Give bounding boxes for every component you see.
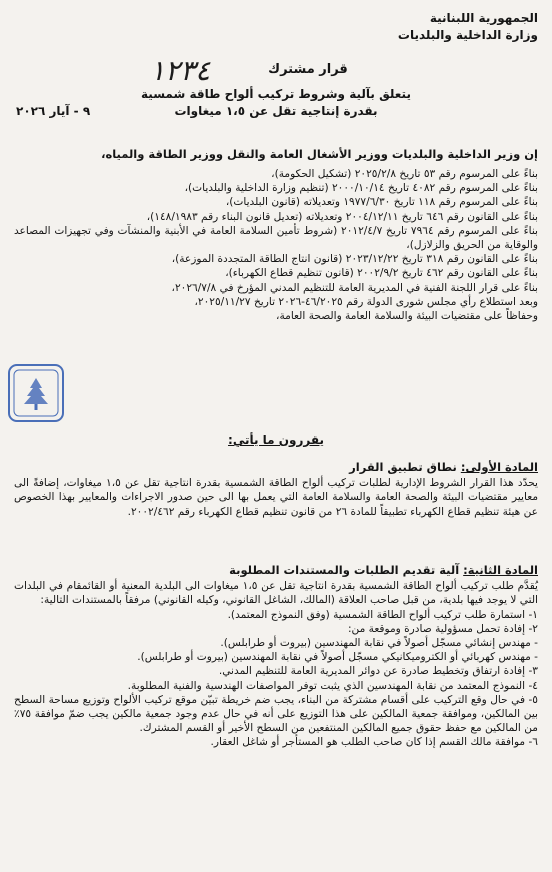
intro-paragraph: إن وزير الداخلية والبلديات ووزير الأشغال العامة والنقل ووزير الطاقة والمياه، — [101, 147, 538, 161]
recital: بناءً على القانون رقم ٦٤٦ تاريخ ٢٠٠٤/١٢/١١ وتعديلاته (تعديل قانون البناء رقم ١٤٨/١٩٨٣)، — [146, 210, 538, 223]
article-1-number: المادة الأولى: — [460, 460, 538, 474]
decision-number: ١٢٣٤ — [150, 54, 211, 87]
recital: بناءً على المرسوم رقم ٧٩٦٤ تاريخ ٢٠١٢/٤/٧ (شروط تأمين السلامة العامة في الأبنية والمنشآت وفي تجهيزات المصاعد والوقاية من الحريق والزلازل)، — [14, 224, 538, 252]
article-2-text: يُقدَّم طلب تركيب ألواح الطاقة الشمسية بقدرة انتاجية تقل عن ١،٥ ميغاوات الى البلدية المعنية أو القائمقام في البلدات التي لا يوجد فيها بلدية، من قبل صاحب العلاقة (المالك، الشاغل القانوني، وكيله القانوني) مرفقاً بالمستندات التالية: — [14, 580, 539, 607]
list-item: ٥- في حال وقع التركيب على أقسام مشتركة من البناء، يجب ضم خريطة تبيّن موقع تركيب الألواح وتوزيع مساحة السطح بين المالكين، وموافقة جمعية المالكين على هذا التوزيع على أنه في حال عدم وجود جمعية مالكين يجب ضمّ موافقة ٧٥٪ من المالكين مع حفظ حقوق جميع المالكين المنتفعين من السطح الأخير أو القسم المشترك. — [14, 693, 538, 735]
recital: بناءً على القانون رقم ٣١٨ تاريخ ٢٠٢٣/١٢/٢٢ (قانون انتاج الطاقة المتجددة الموزعة)، — [171, 253, 538, 266]
list-item: ٦- موافقة مالك القسم إذا كان صاحب الطلب هو المستأجر أو شاغل العقار. — [210, 736, 538, 749]
republic-name: الجمهورية اللبنانية — [429, 11, 538, 25]
article-2-heading — [14, 563, 538, 577]
subject-line-2: بقدرة إنتاجية تقل عن ١،٥ ميغاوات — [174, 104, 378, 118]
decision-title: قرار مشترك — [268, 62, 348, 77]
decision-header — [0, 54, 552, 87]
decision-date: ٩ - آيار ٢٠٢٦ — [16, 104, 91, 118]
list-item: - مهندس كهربائي أو الكتروميكانيكي مسجّل أصولاً في نقابة المهندسين (بيروت أو طرابلس). — [137, 651, 538, 664]
recital: بناءً على المرسوم رقم ١١٨ تاريخ ١٩٧٧/٦/٣٠ وتعديلاته (قانون البلديات)، — [225, 196, 538, 209]
cedar-seal-icon — [6, 362, 66, 424]
recitals-list — [14, 167, 538, 323]
list-item: - مهندس إنشائي مسجّل أصولاً في نقابة المهندسين (بيروت أو طرابلس). — [220, 637, 538, 650]
recital: وحفاظاً على مقتضيات البيئة والسلامة العامة والصحة العامة، — [276, 310, 538, 323]
article-1-text: يحدّد هذا القرار الشروط الإدارية لطلبات تركيب ألواح الطاقة الشمسية بقدرة انتاجية تقل عن ١،٥ ميغاوات، إضافةً الى معايير مقتضيات البيئة والصحة العامة والسلامة العامة التي يعمل بها الى حين صدور الاجراءات والمعايير بهذا الخصوص عن هيئة تنظيم قطاع الكهرباء تطبيقاً للمادة ٢٦ من قانون تنظيم قطاع الكهرباء رقم ٢٠٠٢/٤٦٢. — [14, 477, 538, 518]
list-item: ٤- النموذج المعتمد من نقابة المهندسين الذي يثبت توفر المواصفات الهندسية والفنية المطلوبة. — [127, 679, 538, 692]
list-item: ٢- إفادة تحمل مسؤولية صادرة وموقعة من: — [347, 622, 538, 635]
ministry-name: وزارة الداخلية والبلديات — [397, 28, 538, 42]
decides-heading: يقررون ما يأتي: — [228, 433, 324, 447]
letterhead — [398, 10, 538, 44]
subject-line-1: يتعلق بآلية وشروط تركيب ألواح طاقة شمسية — [141, 87, 411, 101]
article-1 — [14, 460, 538, 519]
recital: بناءً على المرسوم رقم ٥٣ تاريخ ٢٠٢٥/٢/٨ (تشكيل الحكومة)، — [271, 168, 538, 180]
recital: بناءً على قرار اللجنة الفنية في المديرية العامة للتنظيم المدني المؤرخ في ٢٠٢٦/٧/٨، — [171, 281, 538, 294]
list-item: ١- استمارة طلب تركيب ألواح الطاقة الشمسية (وفق النموذج المعتمد). — [227, 608, 538, 621]
article-2 — [14, 563, 538, 750]
recital: بناءً على القانون رقم ٤٦٢ تاريخ ٢٠٠٢/٩/٢ (قانون تنظيم قطاع الكهرباء)، — [225, 267, 538, 280]
article-2-title: آلية تقديم الطلبات والمستندات المطلوبة — [229, 563, 460, 577]
recital: بناءً على المرسوم رقم ٤٠٨٢ تاريخ ٢٠٠٠/١٠/١٤ (تنظيم وزارة الداخلية والبلديات)، — [184, 182, 538, 195]
article-1-heading — [14, 460, 538, 474]
recital: وبعد استطلاع رأي مجلس شورى الدولة رقم ٤٦/٢٠٢٥-٢٠٢٦ تاريخ ٢٠٢٥/١١/٢٧، — [194, 295, 538, 308]
list-item: ٣- إفادة ارتفاق وتخطيط صادرة عن دوائر المديرية العامة للتنظيم المدني. — [218, 665, 538, 678]
article-1-title: نطاق تطبيق القرار — [349, 460, 457, 474]
article-2-number: المادة الثانية: — [463, 563, 538, 577]
